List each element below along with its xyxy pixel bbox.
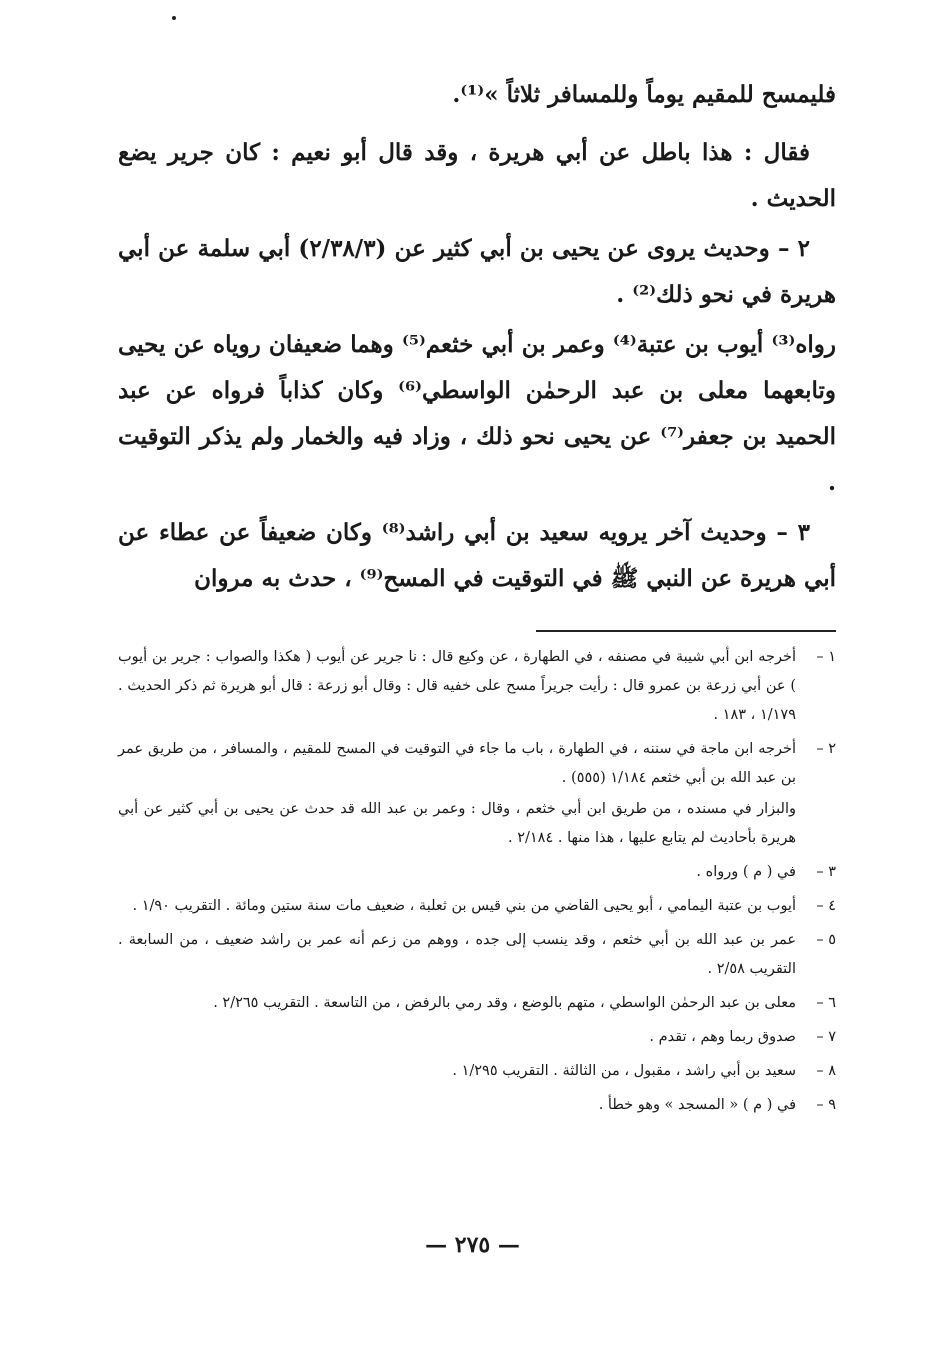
footnote-number: ١ – bbox=[816, 649, 836, 665]
footnote-number: ٦ – bbox=[816, 995, 836, 1011]
opening-line: فليمسح للمقيم يوماً وللمسافر ثلاثاً »⁽¹⁾. bbox=[452, 81, 836, 108]
footnote-text: في ( م ) « المسجد » وهو خطأ . bbox=[598, 1097, 796, 1113]
main-text-paragraph-2 bbox=[118, 226, 836, 318]
footnote-6 bbox=[118, 989, 836, 1018]
footnote-5 bbox=[118, 926, 836, 984]
footnote-number: ٢ – bbox=[816, 741, 836, 757]
footnote-number: ٣ – bbox=[816, 864, 836, 880]
footnote-text: صدوق ربما وهم ، تقدم . bbox=[649, 1029, 796, 1045]
footnote-number: ٨ – bbox=[816, 1063, 836, 1079]
footnote-text: أخرجه ابن أبي شيبة في مصنفه ، في الطهارة ، عن وكيع قال : نا جرير عن أيوب ( هكذا والصواب : جرير بن أيوب ) عن أبي زرعة بن عمرو قال : رأيت جريراً مسح على خفيه قال : وقال أبو زرعة : قال أبو هريرة ثم ذكر الحديث . ١/١٧٩ ، ١٨٣ . bbox=[118, 649, 796, 723]
footnote-text: أيوب بن عتبة اليمامي ، أبو يحيى القاضي من بني قيس بن ثعلبة ، ضعيف مات سنة ستين ومائة . التقريب ١/٩٠ . bbox=[132, 898, 796, 914]
main-text-paragraph-3 bbox=[118, 322, 836, 506]
footnote-7 bbox=[118, 1023, 836, 1052]
paragraph-4: ٣ – وحديث آخر يرويه سعيد بن أبي راشد⁽⁸⁾ وكان ضعيفاً عن عطاء عن أبي هريرة عن النبي ﷺ في التوقيت في المسح⁽⁹⁾ ، حدث به مروان bbox=[118, 519, 836, 592]
footnote-8 bbox=[118, 1057, 836, 1086]
footnote-1 bbox=[118, 643, 836, 730]
footnote-number: ٧ – bbox=[816, 1029, 836, 1045]
print-speck bbox=[172, 16, 176, 20]
footnote-number: ٥ – bbox=[816, 932, 836, 948]
footnote-4 bbox=[118, 892, 836, 921]
footnote-text: في ( م ) ورواه . bbox=[696, 864, 796, 880]
main-text-paragraph-1 bbox=[118, 130, 836, 222]
footnote-9 bbox=[118, 1091, 836, 1120]
footnote-continuation: والبزار في مسنده ، من طريق ابن أبي خثعم ، وقال : وعمر بن عبد الله قد حدث عن يحيى بن أبي كثير عن أبي هريرة بأحاديث لم يتابع عليها ، هذا منها . ٢/١٨٤ . bbox=[118, 801, 796, 846]
paragraph-1: فقال : هذا باطل عن أبي هريرة ، وقد قال أبو نعيم : كان جرير يضع الحديث . bbox=[118, 139, 836, 212]
footnote-text: عمر بن عبد الله بن أبي خثعم ، وقد ينسب إلى جده ، ووهم من زعم أنه عمر بن راشد ضعيف ، من السابعة . التقريب ٢/٥٨ . bbox=[118, 932, 796, 977]
main-text-paragraph-4 bbox=[118, 510, 836, 602]
footnote-text: أخرجه ابن ماجة في سننه ، في الطهارة ، باب ما جاء في التوقيت في المسح للمقيم ، والمسافر ، من طريق عمر بن عبد الله بن أبي خثعم ١/١٨٤ (٥٥٥) . bbox=[118, 741, 796, 786]
footnote-text: سعيد بن أبي راشد ، مقبول ، من الثالثة . التقريب ١/٢٩٥ . bbox=[452, 1063, 796, 1079]
footnote-separator bbox=[536, 630, 836, 632]
page-number: — ٢٧٥ — bbox=[425, 1232, 520, 1258]
footnote-2 bbox=[118, 735, 836, 853]
footnote-number: ٤ – bbox=[816, 898, 836, 914]
footnote-3 bbox=[118, 858, 836, 887]
main-text-opening-line bbox=[118, 72, 836, 118]
footnotes-section bbox=[118, 643, 836, 1125]
paragraph-3: رواه⁽³⁾ أيوب بن عتبة⁽⁴⁾ وعمر بن أبي خثعم⁽⁵⁾ وهما ضعيفان روياه عن يحيى وتابعهما معلى بن عبد الرحمٰن الواسطي⁽⁶⁾ وكان كذاباً فرواه عن عبد الحميد بن جعفر⁽⁷⁾ عن يحيى نحو ذلك ، وزاد فيه والخمار ولم يذكر التوقيت . bbox=[118, 331, 836, 496]
paragraph-2: ٢ – وحديث يروى عن يحيى بن أبي كثير عن (٢/٣٨/٣) أبي سلمة عن أبي هريرة في نحو ذلك⁽²⁾ . bbox=[118, 235, 836, 308]
footnote-text: معلى بن عبد الرحمٰن الواسطي ، متهم بالوضع ، وقد رمي بالرفض ، من التاسعة . التقريب ٢/٢٦٥ . bbox=[213, 995, 796, 1011]
footnote-number: ٩ – bbox=[816, 1097, 836, 1113]
